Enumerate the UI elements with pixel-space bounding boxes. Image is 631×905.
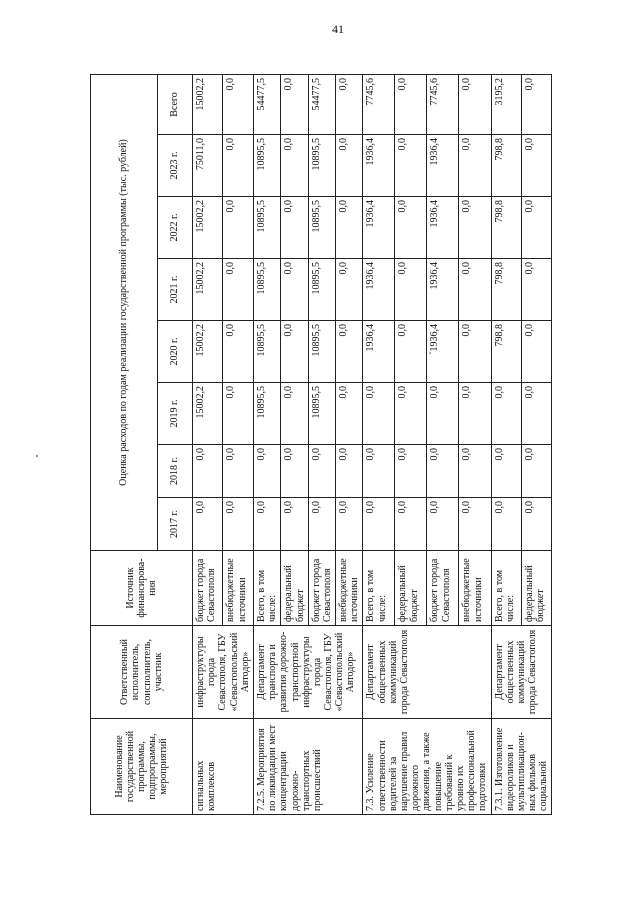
header-year: 2023 г. [158, 135, 193, 197]
year-value-cell: 0,0 [521, 197, 551, 259]
header-executor: Ответственный исполнитель, соисполнитель, участник [91, 626, 193, 719]
year-value-cell: 0,0 [253, 498, 280, 551]
year-value-cell: 0,0 [308, 445, 335, 498]
year-value-cell: 0,0 [395, 498, 427, 551]
year-value-cell: 798,8 [491, 321, 521, 383]
year-value-cell: 0,0 [427, 498, 459, 551]
table-body [193, 75, 552, 815]
year-value-cell: 1936,4 [363, 259, 395, 321]
year-value-cell: 0,0 [223, 383, 253, 445]
year-value-cell: 0,0 [459, 135, 491, 197]
year-value-cell: 0,0 [336, 445, 363, 498]
year-value-cell: 0,0 [281, 197, 308, 259]
year-value-cell: 0,0 [395, 321, 427, 383]
year-value-cell: 0,0 [308, 498, 335, 551]
executor-cell: Департамент общественных коммуникаций города Севастополя [363, 626, 491, 719]
year-value-cell: 0,0 [459, 321, 491, 383]
year-value-cell: 10895,5 [253, 383, 280, 445]
year-value-cell: 0,0 [395, 197, 427, 259]
year-value-cell: 15002,2 [193, 197, 223, 259]
header-year: 2017 г. [158, 498, 193, 551]
executor-cell: Департамент общественных коммуникаций города Севастополя [491, 626, 552, 719]
total-cell: 0,0 [521, 75, 551, 135]
year-value-cell: 10895,5 [253, 197, 280, 259]
year-value-cell: 10895,5 [253, 135, 280, 197]
funding-source-cell: федеральный бюджет [521, 551, 551, 626]
year-value-cell: 1936,4 [427, 259, 459, 321]
year-value-cell: 0,0 [281, 135, 308, 197]
year-value-cell: 10895,5 [308, 259, 335, 321]
executor-cell: инфраструктуры города Севастополя, ГБУ «Севастопольский Автодор» [193, 626, 254, 719]
total-cell: 7745,6 [363, 75, 395, 135]
year-value-cell: 15002,2 [193, 321, 223, 383]
scan-speck [36, 455, 38, 457]
total-cell: 3195,2 [491, 75, 521, 135]
funding-source-cell: внебюджетные источники [336, 551, 363, 626]
header-year: 2022 г. [158, 197, 193, 259]
rotated-document [90, 75, 615, 815]
year-value-cell: 1936,4 [427, 135, 459, 197]
funding-source-cell: Всего, в том числе: [491, 551, 521, 626]
header-year: 2020 г. [158, 321, 193, 383]
table-row [491, 75, 521, 815]
table-row [193, 75, 223, 815]
year-value-cell: 0,0 [521, 321, 551, 383]
year-value-cell: 0,0 [223, 445, 253, 498]
year-value-cell: 0,0 [363, 498, 395, 551]
year-value-cell: 0,0 [281, 445, 308, 498]
funding-source-cell: внебюджетные источники [459, 551, 491, 626]
year-value-cell: 0,0 [521, 135, 551, 197]
year-value-cell: 0,0 [459, 197, 491, 259]
total-cell: 0,0 [223, 75, 253, 135]
year-value-cell: 0,0 [521, 498, 551, 551]
year-value-cell: 0,0 [281, 259, 308, 321]
header-estimate: Оценка расходов по годам реализации государственной программы (тыс. рублей) [91, 75, 158, 551]
year-value-cell: 0,0 [459, 383, 491, 445]
year-value-cell: 798,8 [491, 197, 521, 259]
year-value-cell: 0,0 [395, 383, 427, 445]
table-row [253, 75, 280, 815]
measure-name-cell: 7.3. Усиление ответственности водителей за нарушение правил дорожного движения, а также повышение требований к уровню их профессиональной подготовки [363, 719, 491, 815]
year-value-cell: 0,0 [491, 445, 521, 498]
year-value-cell: 10895,5 [308, 135, 335, 197]
measure-name-cell: сигнальных комплексов [193, 719, 254, 815]
year-value-cell: 0,0 [223, 197, 253, 259]
year-value-cell: 10895,5 [308, 321, 335, 383]
year-value-cell: 0,0 [521, 259, 551, 321]
year-value-cell: 0,0 [459, 445, 491, 498]
year-value-cell: 0,0 [253, 445, 280, 498]
year-value-cell: 0,0 [223, 321, 253, 383]
total-cell: 54477,5 [253, 75, 280, 135]
table-header [91, 75, 193, 815]
year-value-cell: 0,0 [491, 383, 521, 445]
funding-source-cell: бюджет города Севастополя [308, 551, 335, 626]
funding-source-cell: бюджет города Севастополя [193, 551, 223, 626]
year-value-cell: 0,0 [336, 383, 363, 445]
year-value-cell: 0,0 [521, 383, 551, 445]
year-value-cell: 798,8 [491, 259, 521, 321]
funding-source-cell: Всего, в том числе: [253, 551, 280, 626]
header-year: 2021 г. [158, 259, 193, 321]
executor-cell: Департамент транспорта и развития дорожно-транспортной инфраструктуры города Севастополя, ГБУ «Севастопольский Автодор» [253, 626, 363, 719]
year-value-cell: 0,0 [427, 445, 459, 498]
year-value-cell: 798,8 [491, 135, 521, 197]
year-value-cell: 75011,0 [193, 135, 223, 197]
total-cell: 0,0 [395, 75, 427, 135]
year-value-cell: 0,0 [521, 445, 551, 498]
total-cell: 0,0 [336, 75, 363, 135]
year-value-cell: 10895,5 [308, 383, 335, 445]
year-value-cell: 0,0 [281, 383, 308, 445]
year-value-cell: 1936,4 [363, 135, 395, 197]
year-value-cell: 10895,5 [308, 197, 335, 259]
funding-source-cell: бюджет города Севастополя [427, 551, 459, 626]
year-value-cell: 0,0 [491, 498, 521, 551]
year-value-cell: 0,0 [336, 498, 363, 551]
year-value-cell: 0,0 [336, 197, 363, 259]
measure-name-cell: 7.3.1. Изготовление видеороликов и мультипликацион-ных фильмов социальной [491, 719, 552, 815]
year-value-cell: 0,0 [336, 259, 363, 321]
year-value-cell: 0,0 [336, 321, 363, 383]
page-number: 41 [332, 22, 344, 36]
year-value-cell: 0,0 [281, 498, 308, 551]
year-value-cell: 0,0 [223, 259, 253, 321]
table-row [363, 75, 395, 815]
budget-table [90, 74, 552, 815]
year-value-cell: 0,0 [193, 498, 223, 551]
total-cell: 54477,5 [308, 75, 335, 135]
year-value-cell: 0,0 [395, 135, 427, 197]
measure-name-cell: 7.2.5. Мероприятия по ликвидации мест концентрации дорожно-транспортных происшествий [253, 719, 363, 815]
total-cell: 0,0 [281, 75, 308, 135]
funding-source-cell: Всего, в том числе: [363, 551, 395, 626]
year-value-cell: 0,0 [363, 445, 395, 498]
header-total: Всего [158, 75, 193, 135]
total-cell: 0,0 [459, 75, 491, 135]
year-value-cell: `1936,4 [427, 321, 459, 383]
year-value-cell: 10895,5 [253, 321, 280, 383]
year-value-cell: 0,0 [223, 498, 253, 551]
funding-source-cell: федеральный бюджет [281, 551, 308, 626]
year-value-cell: 1936,4 [363, 197, 395, 259]
year-value-cell: 0,0 [395, 259, 427, 321]
year-value-cell: 0,0 [427, 383, 459, 445]
total-cell: 7745,6 [427, 75, 459, 135]
year-value-cell: 1936,4 [427, 197, 459, 259]
header-source: Источник финансирова-ния [91, 551, 193, 626]
year-value-cell: 10895,5 [253, 259, 280, 321]
year-value-cell: 15002,2 [193, 259, 223, 321]
year-value-cell: 15002,2 [193, 383, 223, 445]
total-cell: 15002,2 [193, 75, 223, 135]
year-value-cell: 0,0 [459, 259, 491, 321]
year-value-cell: 0,0 [281, 321, 308, 383]
year-value-cell: 0,0 [223, 135, 253, 197]
year-value-cell: 0,0 [395, 445, 427, 498]
header-year: 2018 г. [158, 445, 193, 498]
year-value-cell: 0,0 [459, 498, 491, 551]
year-value-cell: 0,0 [193, 445, 223, 498]
header-year: 2019 г. [158, 383, 193, 445]
funding-source-cell: внебюджетные источники [223, 551, 253, 626]
year-value-cell: 0,0 [363, 383, 395, 445]
year-value-cell: 0,0 [336, 135, 363, 197]
header-name: Наименование государственной программы, подпрограммы, мероприятий [91, 719, 193, 815]
funding-source-cell: федеральный бюджет [395, 551, 427, 626]
year-value-cell: 1936,4 [363, 321, 395, 383]
